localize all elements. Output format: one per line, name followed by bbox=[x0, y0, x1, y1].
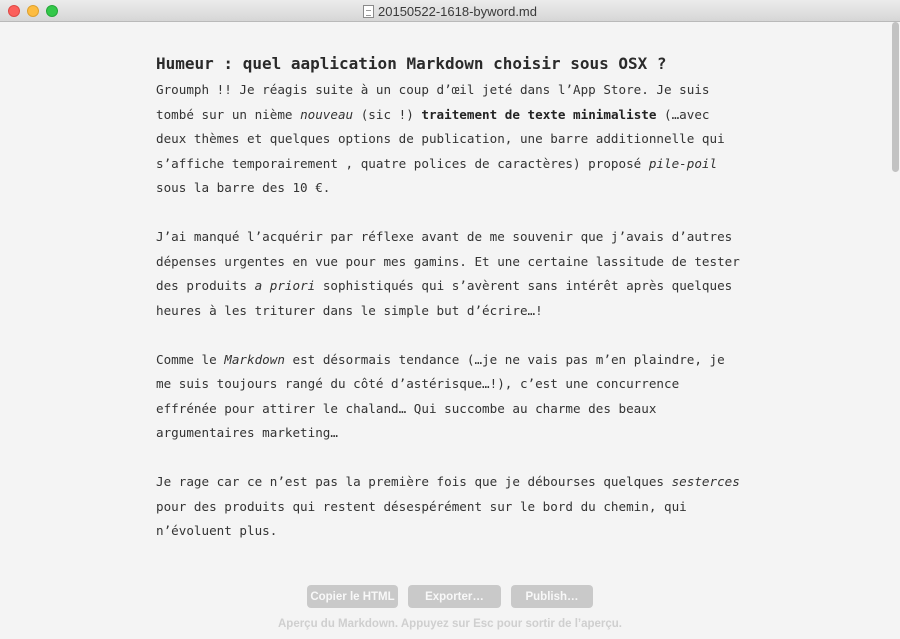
markdown-preview bbox=[156, 52, 746, 568]
paragraph-1 bbox=[156, 78, 746, 201]
preview-area[interactable] bbox=[0, 22, 890, 639]
publish-button[interactable]: Publish… bbox=[511, 585, 593, 608]
p1-emphasis-pile-poil: pile-poil bbox=[648, 155, 718, 171]
p4-text-b: pour des produits qui restent désespérément sur le bord du chemin, qui n’évoluent plus. bbox=[156, 498, 687, 538]
p4-emphasis-sesterces: sesterces bbox=[671, 474, 740, 489]
paragraph-2 bbox=[156, 225, 746, 323]
p3-emphasis-markdown: Markdown bbox=[224, 351, 285, 367]
p1-text-b: (sic !) bbox=[353, 106, 422, 122]
preview-hint: Aperçu du Markdown. Appuyez sur Esc pour sortir de l’aperçu. bbox=[277, 618, 622, 630]
export-button[interactable]: Exporter… bbox=[408, 585, 501, 608]
p1-emphasis-nouveau: nouveau bbox=[300, 106, 354, 122]
p1-text-d: sous la barre des 10 €. bbox=[156, 180, 331, 195]
window-title-group bbox=[0, 0, 900, 22]
p4-text-a: Je rage car ce n’est pas la première fois que je débourses quelques bbox=[156, 474, 672, 489]
p2-text-b: sophistiqués qui s’avèrent sans intérêt après quelques heures à les triturer dans le simple but d’écrire…! bbox=[156, 278, 733, 318]
p1-text-c: (…avec deux thèmes et quelques options de publication, une barre additionnelle qui s’affiche temporairement , quatre polices de caractères) proposé bbox=[156, 106, 725, 171]
p3-text-a: Comme le bbox=[156, 351, 225, 367]
p2-text-a: J’ai manqué l’acquérir par réflexe avant de me souvenir que j’avais d’autres dépenses urgentes en vue pour mes gamins. Et une certaine lassitude de tester des produits bbox=[156, 229, 740, 293]
paragraph-3 bbox=[156, 348, 746, 446]
p1-strong: traitement de texte minimaliste bbox=[421, 106, 657, 122]
preview-actions bbox=[0, 585, 900, 609]
document-icon bbox=[363, 5, 374, 18]
p2-emphasis-a-priori: a priori bbox=[254, 278, 316, 293]
copy-html-button[interactable]: Copier le HTML bbox=[307, 585, 398, 608]
title-bar[interactable] bbox=[0, 0, 900, 22]
article-heading: Humeur : quel aaplication Markdown choisir sous OSX ? bbox=[156, 54, 667, 73]
paragraph-4 bbox=[156, 470, 746, 544]
p1-text-a: Groumph !! Je réagis suite à un coup d’œil jeté dans l’App Store. Je suis tombé sur un nième bbox=[156, 82, 710, 122]
p3-text-b: est désormais tendance (…je ne vais pas m’en plaindre, je me suis toujours rangé du côté d’astérisque…!), c’est une concurrence effrénée pour attirer le chaland… Qui succombe au charme des beaux argumentaires marketing… bbox=[156, 351, 725, 440]
scrollbar-thumb[interactable] bbox=[892, 22, 899, 172]
window-title: 20150522-1618-byword.md bbox=[378, 3, 537, 19]
